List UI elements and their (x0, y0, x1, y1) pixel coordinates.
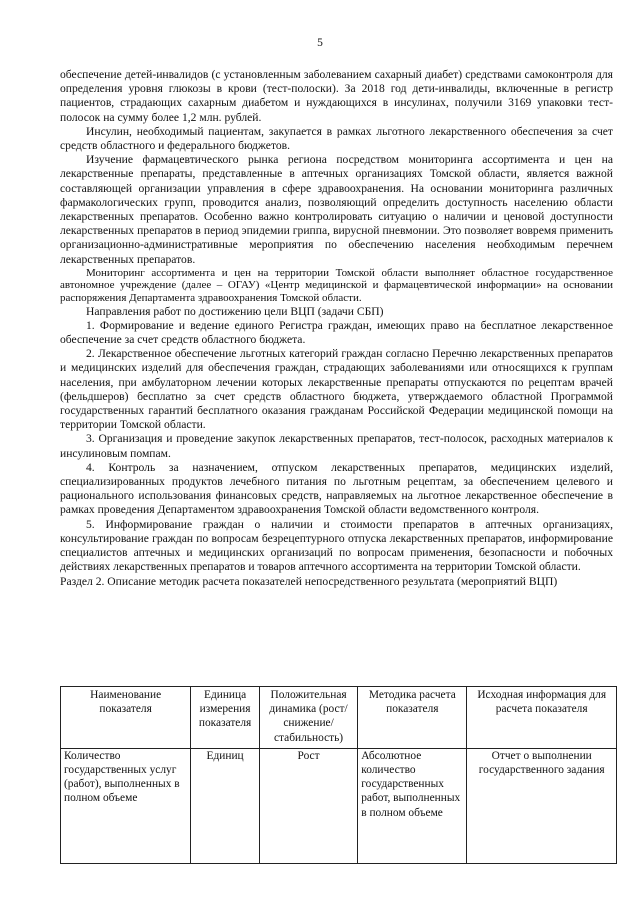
table-row (61, 748, 617, 863)
table-header-cell: Единица измерения показателя (191, 687, 260, 749)
subheading: Направления работ по достижению цели ВЦП (задачи СБП) (86, 304, 384, 318)
body-text (60, 68, 613, 590)
list-item: 3. Организация и проведение закупок лекарственных препаратов, тест-полосок, расходных материалов к инсулиновым помпам. (60, 432, 613, 460)
table-header-row (61, 687, 617, 749)
list-item: 5. Информирование граждан о наличии и стоимости препаратов в аптечных организациях, консультирование граждан по вопросам безрецептурного отпуска лекарственных препаратов, информирование специалистов аптечных и медицинских организаций по вопросам применения, безопасности и побочных действиях лекарственных препаратов и товаров аптечного ассортимента на территории Томской области. (60, 517, 613, 574)
table-header-cell: Наименование показателя (61, 687, 191, 749)
page-number: 5 (317, 37, 323, 49)
paragraph: Изучение фармацевтического рынка региона посредством мониторинга ассортимента и цен на лекарственные препараты, представленные в аптечных организациях Томской области, является важной составляющей организации управления в сфере здравоохранения. На основании мониторинга различных фармакологических групп, проводится анализ, позволяющий определить доступность населению области лекарственных препаратов. Особенно важно контролировать ситуацию о наличии и ценовой доступности лекарственных препаратов в период эпидемии гриппа, вирусной пневмонии. Это позволяет вовремя применить организационно-административные мероприятия по обеспечению населения необходимым перечнем лекарственных препаратов. (60, 153, 613, 266)
indicators-table (60, 686, 617, 864)
list-item: 1. Формирование и ведение единого Регистра граждан, имеющих право на бесплатное лекарственное обеспечение за счет средств областного бюджета. (60, 318, 613, 347)
table-cell: Единиц (191, 748, 260, 863)
table-cell: Абсолютное количество государственных работ, выполненных в полном объеме (358, 748, 467, 863)
list-item: 4. Контроль за назначением, отпуском лекарственных препаратов, медицинских изделий, специализированных продуктов лечебного питания по льготным рецептам, за обеспечением целевого и рационального использования финансовых средств, направляемых на льготное лекарственное обеспечение в рамках проведения Департаментом здравоохранения Томской области ведомственного контроля. (60, 460, 613, 517)
paragraph: Инсулин, необходимый пациентам, закупается в рамках льготного лекарственного обеспечения за счет средств областного и федерального бюджетов. (60, 124, 613, 153)
table-header-cell: Исходная информация для расчета показателя (467, 687, 617, 749)
paragraph: Мониторинг ассортимента и цен на территории Томской области выполняет областное государственное автономное учреждение (далее – ОГАУ) «Центр медицинской и фармацевтической информации» на основании распоряжения Департамента здравоохранения Томской области. (60, 266, 613, 305)
section-heading: Раздел 2. Описание методик расчета показателей непосредственного результата (мероприятий ВЦП) (60, 575, 558, 589)
paragraph: обеспечение детей-инвалидов (с установленным заболеванием сахарный диабет) средствами самоконтроля для определения уровня глюкозы в крови (тест-полоски). За 2018 год дети-инвалиды, включенные в регистр пациентов, страдающих сахарным диабетом и нуждающихся в инсулинах, получили 3169 упаковки тест-полосок на сумму более 1,2 млн. рублей. (60, 68, 613, 124)
table-cell: Рост (259, 748, 357, 863)
list-item: 2. Лекарственное обеспечение льготных категорий граждан согласно Перечню лекарственных препаратов и медицинских изделий для обеспечения граждан, страдающих заболеваниями или относящихся к группам населения, при амбулаторном лечении которых лекарственные препараты отпускаются по рецептам врачей (фельдшеров) бесплатно за счет средств областного бюджета, утверждаемого областной Программой государственных гарантий бесплатного оказания гражданам Российской Федерации медицинской помощи на территории Томской области. (60, 347, 613, 432)
table-cell: Отчет о выполнении государственного задания (467, 748, 617, 863)
table-header-cell: Методика расчета показателя (358, 687, 467, 749)
table-cell: Количество государственных услуг (работ), выполненных в полном объеме (61, 748, 191, 863)
table-header-cell: Положительная динамика (рост/снижение/ стабильность) (259, 687, 357, 749)
